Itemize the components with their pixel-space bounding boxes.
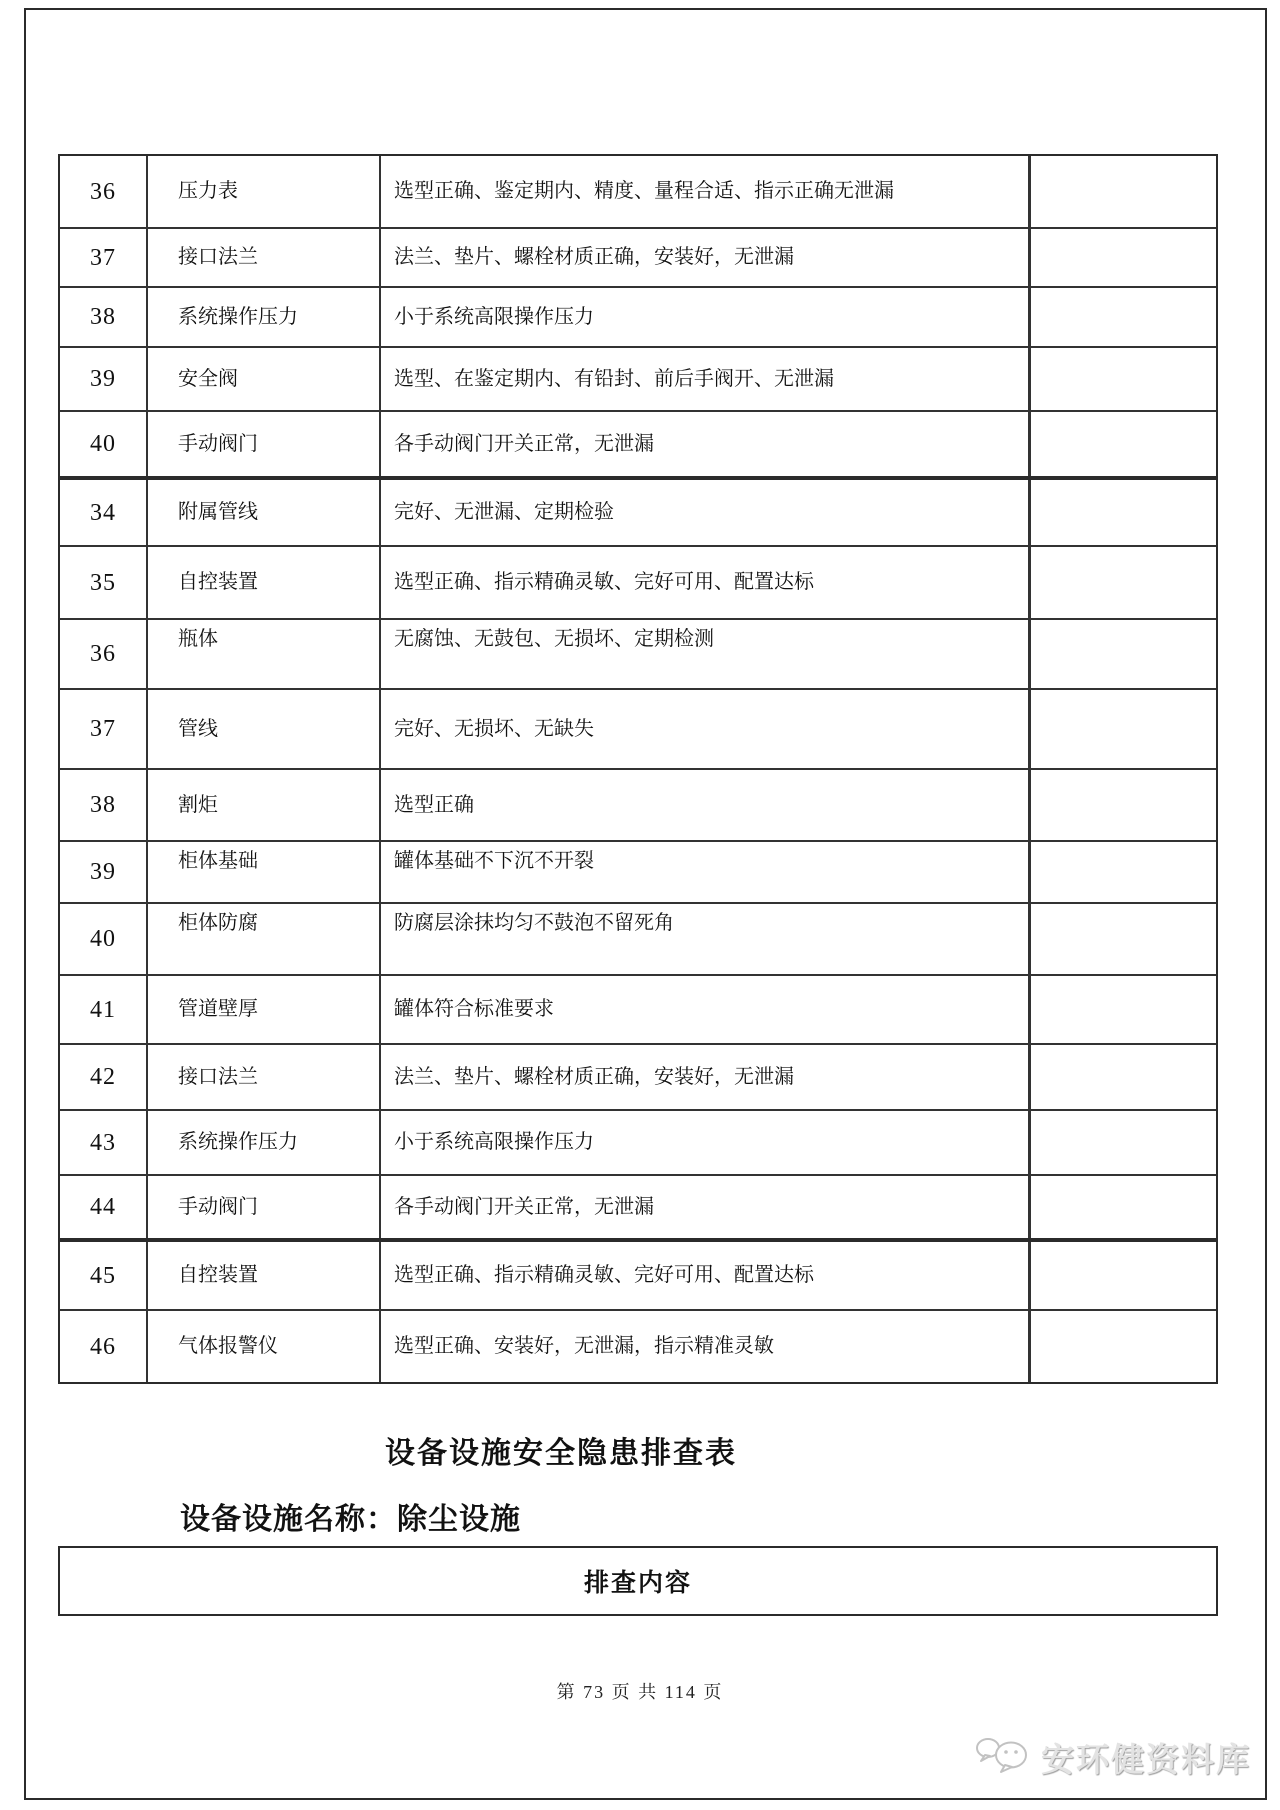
inspection-content-cell: 选型正确、安装好，无泄漏，指示精准灵敏: [381, 1311, 1031, 1382]
section-header-label: 排查内容: [583, 1570, 692, 1597]
row-number-cell: 40: [60, 412, 148, 476]
check-result-cell: [1031, 1045, 1216, 1109]
check-result-cell: [1031, 620, 1216, 688]
item-name-cell: 安全阀: [148, 348, 381, 410]
inspection-content-cell: 法兰、垫片、螺栓材质正确，安装好，无泄漏: [381, 229, 1031, 286]
table-row: [60, 1111, 1216, 1176]
table-row: [60, 288, 1216, 348]
inspection-content-cell: 选型正确: [381, 770, 1031, 840]
table-row: [60, 976, 1216, 1045]
inspection-content-cell: 选型、在鉴定期内、有铅封、前后手阀开、无泄漏: [381, 348, 1031, 410]
table-row: [60, 770, 1216, 842]
check-result-cell: [1031, 156, 1216, 227]
inspection-content-cell: 各手动阀门开关正常，无泄漏: [381, 1176, 1031, 1238]
item-name-cell: 管线: [148, 690, 381, 768]
table-row: [60, 1311, 1216, 1382]
document-title: 设备设施安全隐患排查表: [385, 1437, 737, 1470]
check-result-cell: [1031, 547, 1216, 618]
row-number-cell: 43: [60, 1111, 148, 1174]
row-number-cell: 37: [60, 229, 148, 286]
facility-name-line: 设备设施名称：除尘设施: [180, 1503, 521, 1536]
inspection-content-cell: 选型正确、鉴定期内、精度、量程合适、指示正确无泄漏: [381, 156, 1031, 227]
table-row: [60, 480, 1216, 547]
check-result-cell: [1031, 1311, 1216, 1382]
item-name-cell: 气体报警仪: [148, 1311, 381, 1382]
inspection-content-cell: 无腐蚀、无鼓包、无损坏、定期检测: [381, 620, 1031, 688]
check-result-cell: [1031, 348, 1216, 410]
inspection-content-cell: 完好、无泄漏、定期检验: [381, 480, 1031, 545]
table-row: [60, 1242, 1216, 1311]
item-name-cell: 系统操作压力: [148, 1111, 381, 1174]
item-name-cell: 柜体防腐: [148, 904, 381, 974]
inspection-content-cell: 小于系统高限操作压力: [381, 288, 1031, 346]
row-number-cell: 45: [60, 1242, 148, 1309]
check-result-cell: [1031, 1176, 1216, 1238]
check-result-cell: [1031, 480, 1216, 545]
row-number-cell: 40: [60, 904, 148, 974]
inspection-content-cell: 小于系统高限操作压力: [381, 1111, 1031, 1174]
table-row: [60, 904, 1216, 976]
check-result-cell: [1031, 842, 1216, 902]
page-number-footer: 第 73 页 共 114 页: [556, 1682, 724, 1702]
check-result-cell: [1031, 690, 1216, 768]
row-number-cell: 36: [60, 620, 148, 688]
row-number-cell: 42: [60, 1045, 148, 1109]
check-result-cell: [1031, 770, 1216, 840]
table-row: [60, 690, 1216, 770]
item-name-cell: 自控装置: [148, 1242, 381, 1309]
table-row: [60, 1176, 1216, 1242]
table-row: [60, 348, 1216, 412]
inspection-content-cell: 法兰、垫片、螺栓材质正确，安装好，无泄漏: [381, 1045, 1031, 1109]
inspection-content-cell: 各手动阀门开关正常，无泄漏: [381, 412, 1031, 476]
inspection-content-cell: 防腐层涂抹均匀不鼓泡不留死角: [381, 904, 1031, 974]
table-row: [60, 547, 1216, 620]
item-name-cell: 手动阀门: [148, 412, 381, 476]
wechat-icon: [975, 1733, 1033, 1781]
row-number-cell: 37: [60, 690, 148, 768]
item-name-cell: 柜体基础: [148, 842, 381, 902]
check-result-cell: [1031, 412, 1216, 476]
item-name-cell: 附属管线: [148, 480, 381, 545]
inspection-content-cell: 罐体符合标准要求: [381, 976, 1031, 1043]
check-result-cell: [1031, 288, 1216, 346]
item-name-cell: 自控装置: [148, 547, 381, 618]
table-row: [60, 842, 1216, 904]
row-number-cell: 38: [60, 770, 148, 840]
row-number-cell: 34: [60, 480, 148, 545]
inspection-content-cell: 完好、无损坏、无缺失: [381, 690, 1031, 768]
row-number-cell: 39: [60, 348, 148, 410]
inspection-table: [58, 154, 1218, 1384]
row-number-cell: 46: [60, 1311, 148, 1382]
item-name-cell: 割炬: [148, 770, 381, 840]
item-name-cell: 手动阀门: [148, 1176, 381, 1238]
check-result-cell: [1031, 904, 1216, 974]
check-result-cell: [1031, 976, 1216, 1043]
table-row: [60, 156, 1216, 229]
item-name-cell: 管道壁厚: [148, 976, 381, 1043]
inspection-content-cell: 选型正确、指示精确灵敏、完好可用、配置达标: [381, 1242, 1031, 1309]
section-header-box: [58, 1546, 1218, 1616]
item-name-cell: 接口法兰: [148, 229, 381, 286]
row-number-cell: 41: [60, 976, 148, 1043]
row-number-cell: 36: [60, 156, 148, 227]
check-result-cell: [1031, 229, 1216, 286]
row-number-cell: 44: [60, 1176, 148, 1238]
item-name-cell: 接口法兰: [148, 1045, 381, 1109]
table-row: [60, 229, 1216, 288]
table-row: [60, 620, 1216, 690]
item-name-cell: 系统操作压力: [148, 288, 381, 346]
row-number-cell: 35: [60, 547, 148, 618]
table-row: [60, 1045, 1216, 1111]
inspection-content-cell: 罐体基础不下沉不开裂: [381, 842, 1031, 902]
check-result-cell: [1031, 1242, 1216, 1309]
table-row: [60, 412, 1216, 480]
item-name-cell: 瓶体: [148, 620, 381, 688]
row-number-cell: 38: [60, 288, 148, 346]
row-number-cell: 39: [60, 842, 148, 902]
watermark: [975, 1733, 1251, 1781]
watermark-text: 安环健资料库: [1041, 1742, 1251, 1779]
inspection-content-cell: 选型正确、指示精确灵敏、完好可用、配置达标: [381, 547, 1031, 618]
check-result-cell: [1031, 1111, 1216, 1174]
item-name-cell: 压力表: [148, 156, 381, 227]
